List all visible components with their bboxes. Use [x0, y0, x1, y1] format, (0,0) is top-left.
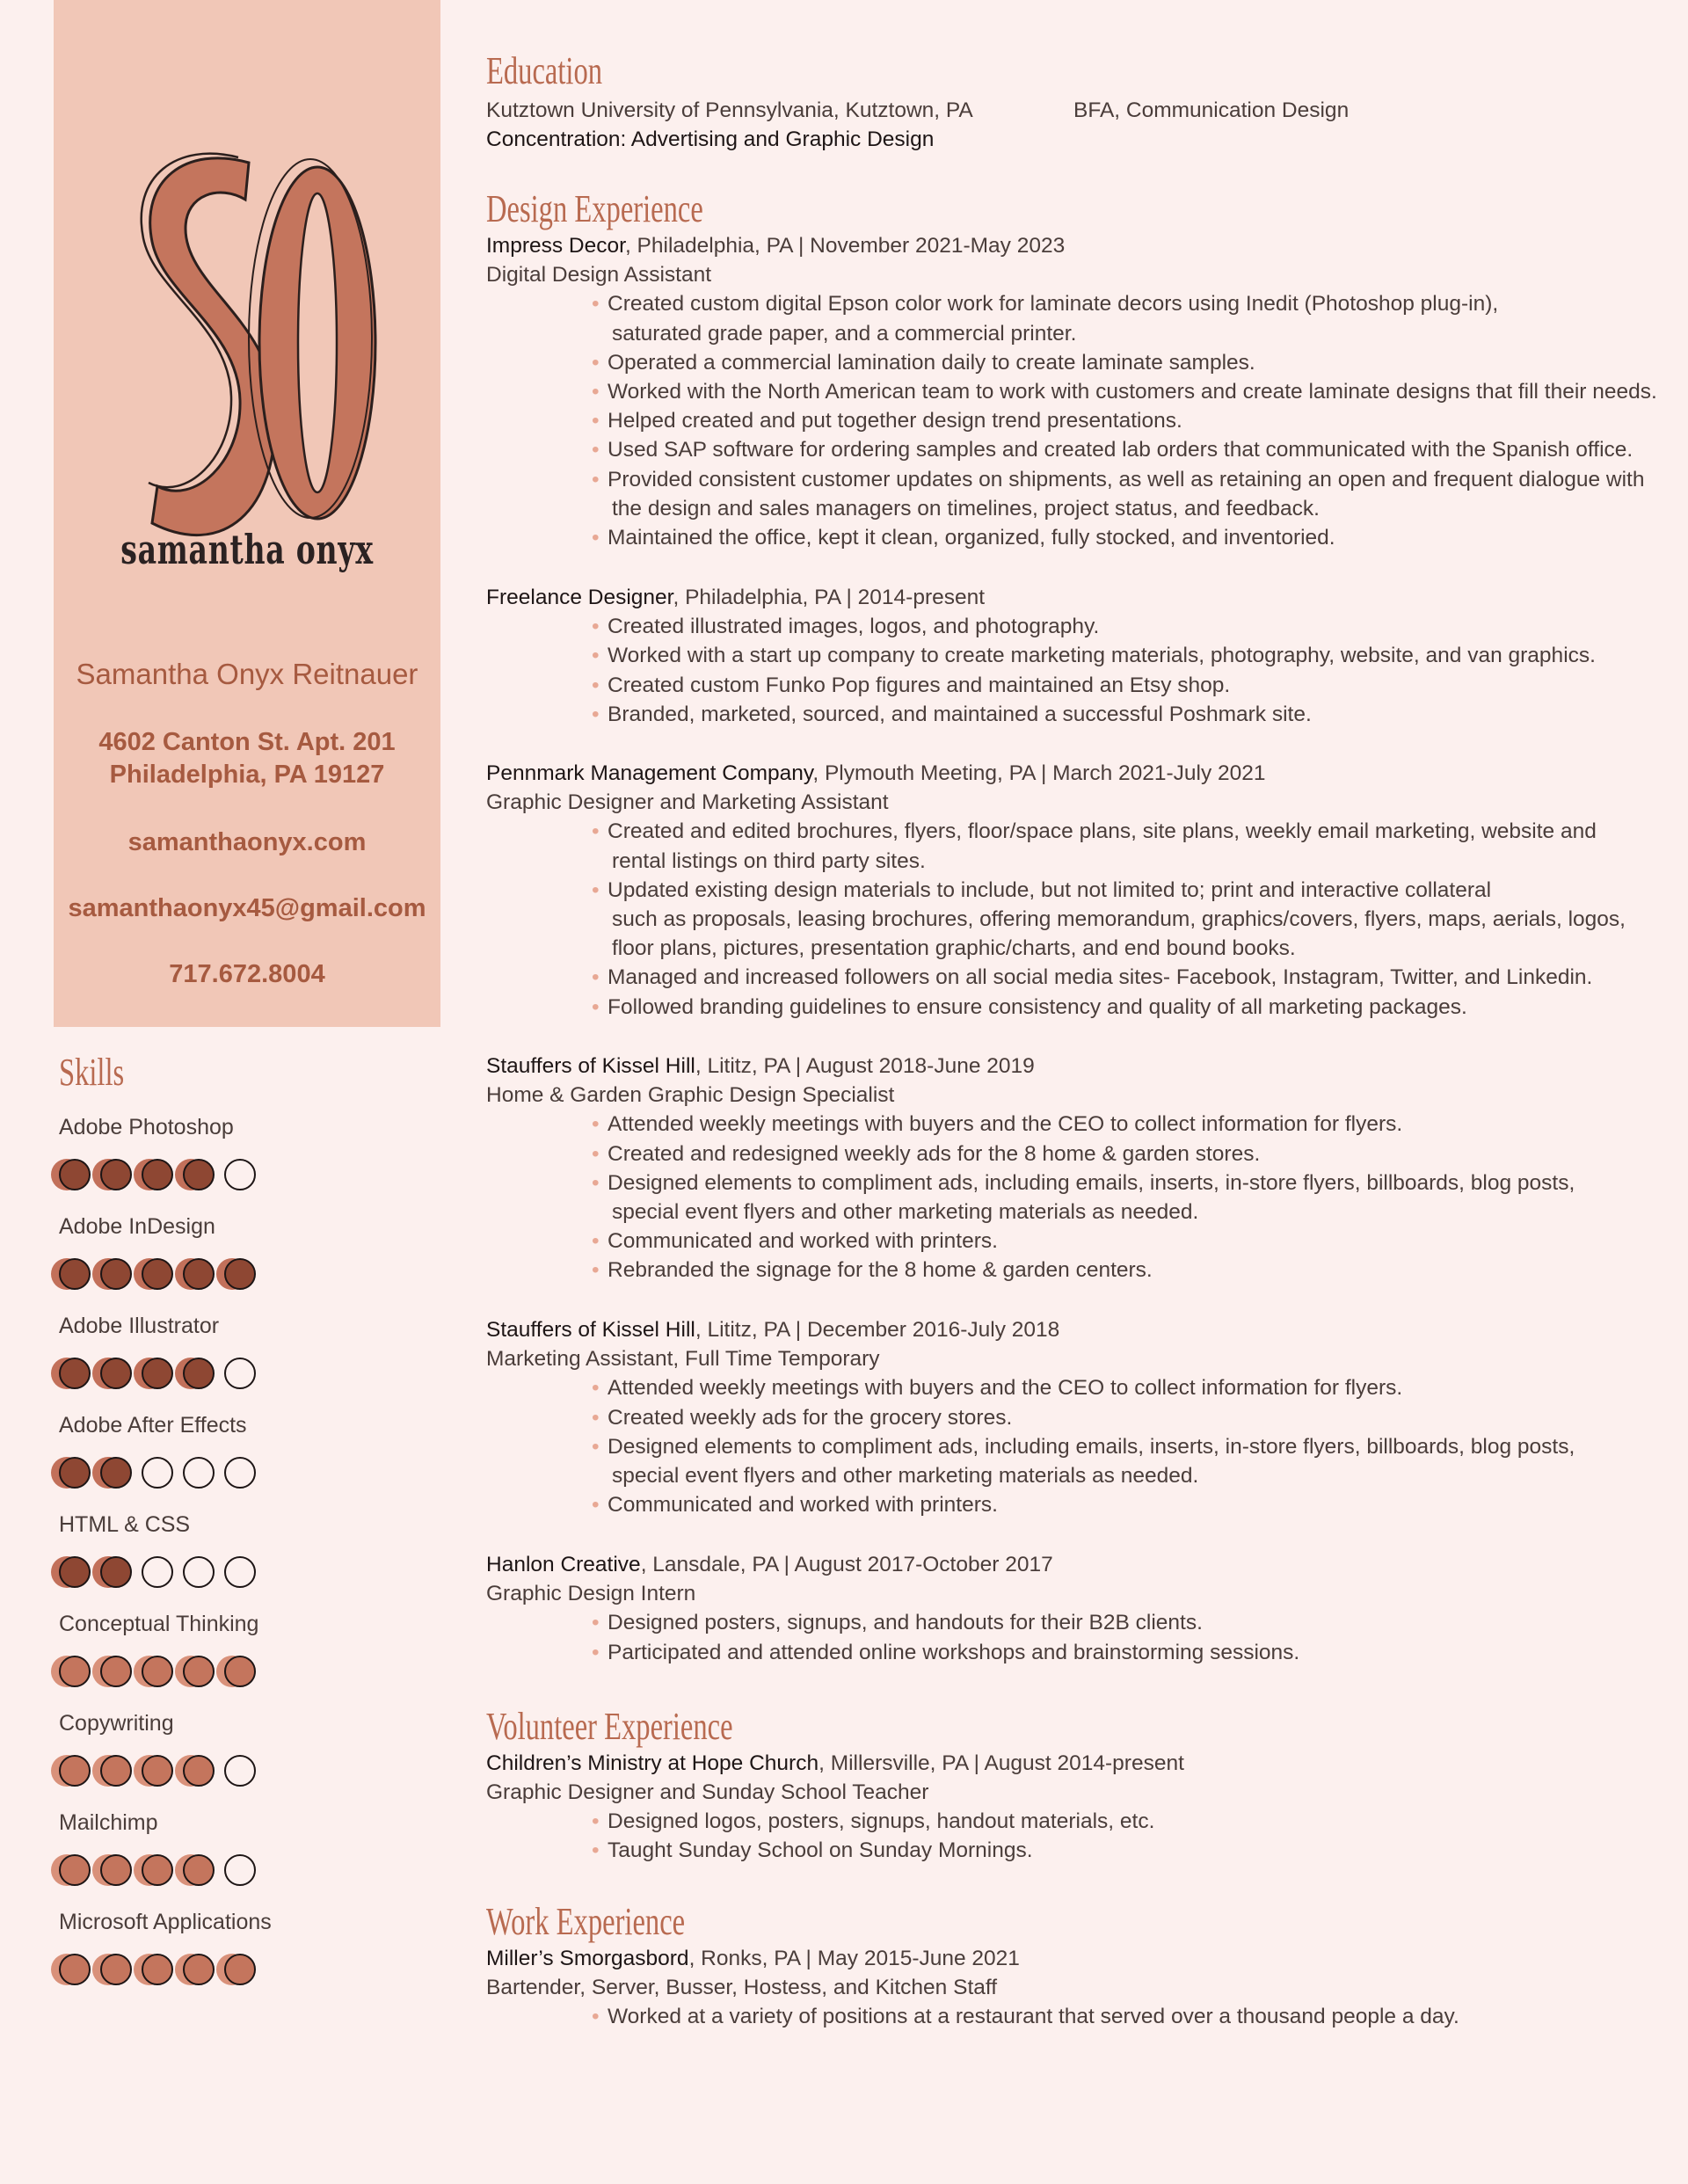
job-details: , Lititz, PA | December 2016-July 2018 [695, 1318, 1060, 1342]
monogram-s [142, 154, 275, 535]
job-details: , Philadelphia, PA | 2014-present [673, 586, 986, 609]
job-heading [486, 761, 1266, 786]
job-bullet-continuation: rental listings on third party sites. [612, 848, 926, 873]
education-concentration: Concentration: Advertising and Graphic Design [486, 127, 935, 151]
skill-name: Mailchimp [59, 1810, 158, 1835]
rating-dot-filled [183, 1854, 215, 1886]
email-link[interactable]: samanthaonyx45@gmail.com [68, 894, 426, 922]
volunteer-bullet: • Taught Sunday School on Sunday Mornings. [608, 1838, 1033, 1863]
rating-dot-filled [142, 1954, 173, 1985]
rating-dot-filled [59, 1556, 91, 1588]
job-bullet: • Communicated and worked with printers. [608, 1229, 998, 1254]
rating-dot-empty [224, 1457, 256, 1489]
skill-item [59, 1612, 258, 1687]
rating-dot-filled [100, 1358, 132, 1389]
skill-name: Adobe Photoshop [59, 1115, 234, 1139]
rating-dot-filled [224, 1258, 256, 1290]
job-role: Digital Design Assistant [486, 263, 712, 288]
address-line-1: 4602 Canton St. Apt. 201 [98, 728, 396, 756]
skill-rating [59, 1358, 256, 1389]
skill-name: Adobe InDesign [59, 1214, 215, 1239]
phone-number[interactable]: 717.672.8004 [169, 960, 325, 988]
job-heading [486, 1553, 1053, 1577]
rating-dot-filled [100, 1755, 132, 1787]
address-line-2: Philadelphia, PA 19127 [109, 761, 385, 789]
job-bullet: • Created and edited brochures, flyers, floor/space plans, site plans, weekly email marketing, website and [608, 819, 1597, 844]
skill-rating [59, 1159, 256, 1190]
job-bullet: • Updated existing design materials to include, but not limited to; print and interactive collateral [608, 878, 1491, 903]
job-role: Graphic Designer and Marketing Assistant [486, 790, 889, 815]
rating-dot-filled [183, 1358, 215, 1389]
rating-dot-filled [59, 1457, 91, 1489]
job-company: Stauffers of Kissel Hill [486, 1318, 695, 1342]
rating-dot-filled [100, 1954, 132, 1985]
job-bullet: • Designed elements to compliment ads, including emails, inserts, in-store flyers, billboards, blog posts, [608, 1171, 1575, 1196]
rating-dot-empty [183, 1457, 215, 1489]
job-details: , Plymouth Meeting, PA | March 2021-July 2021 [812, 761, 1266, 785]
rating-dot-filled [59, 1358, 91, 1389]
skill-item [59, 1115, 256, 1190]
job-bullet-continuation: saturated grade paper, and a commercial printer. [612, 321, 1077, 346]
job-bullet: • Created and redesigned weekly ads for the 8 home & garden stores. [608, 1142, 1260, 1167]
job-bullet: • Maintained the office, kept it clean, organized, fully stocked, and inventoried. [608, 526, 1335, 550]
skill-item [59, 1810, 256, 1886]
skill-item [59, 1711, 256, 1787]
rating-dot-filled [142, 1358, 173, 1389]
sidebar-panel [54, 0, 440, 1027]
job-company: Hanlon Creative [486, 1553, 641, 1576]
education-school: Kutztown University of Pennsylvania, Kutztown, PA [486, 98, 973, 122]
job-bullet: • Attended weekly meetings with buyers and the CEO to collect information for flyers. [608, 1112, 1402, 1137]
rating-dot-filled [59, 1159, 91, 1190]
rating-dot-filled [59, 1755, 91, 1787]
job-heading [486, 1054, 1035, 1079]
job-heading [486, 586, 985, 610]
job-details: , Philadelphia, PA | November 2021-May 2023 [624, 234, 1066, 258]
rating-dot-filled [183, 1656, 215, 1687]
skill-item [59, 1413, 256, 1489]
rating-dot-filled [59, 1258, 91, 1290]
skill-item [59, 1314, 256, 1389]
skill-rating [59, 1556, 256, 1588]
job-role: Graphic Design Intern [486, 1582, 696, 1606]
brand-name: samantha onyx [120, 526, 374, 573]
rating-dot-empty [224, 1755, 256, 1787]
skill-name: Adobe Illustrator [59, 1314, 220, 1338]
job-bullet: • Managed and increased followers on all social media sites- Facebook, Instagram, Twitter, and Linkedin. [608, 965, 1592, 990]
job-bullet: • Used SAP software for ordering samples and created lab orders that communicated with the Spanish office. [608, 438, 1633, 462]
skill-rating [59, 1457, 256, 1489]
job-bullet: • Designed elements to compliment ads, including emails, inserts, in-store flyers, billboards, blog posts, [608, 1435, 1575, 1460]
job-bullet: • Created weekly ads for the grocery stores. [608, 1406, 1012, 1431]
rating-dot-filled [183, 1954, 215, 1985]
skill-item [59, 1214, 256, 1290]
skill-rating [59, 1954, 272, 1985]
job-details: , Lansdale, PA | August 2017-October 2017 [640, 1553, 1053, 1576]
rating-dot-empty [224, 1854, 256, 1886]
volunteer-company: Children’s Ministry at Hope Church [486, 1751, 819, 1775]
rating-dot-empty [183, 1556, 215, 1588]
volunteer-title: Volunteer Experience [486, 1705, 733, 1748]
rating-dot-empty [142, 1457, 173, 1489]
job-bullet: • Branded, marketed, sourced, and maintained a successful Poshmark site. [608, 703, 1312, 727]
job-role: Home & Garden Graphic Design Specialist [486, 1083, 895, 1108]
job-heading [486, 1318, 1059, 1343]
rating-dot-filled [183, 1258, 215, 1290]
job-details: , Lititz, PA | August 2018-June 2019 [695, 1054, 1035, 1078]
rating-dot-filled [142, 1258, 173, 1290]
rating-dot-filled [59, 1656, 91, 1687]
job-bullet-continuation: such as proposals, leasing brochures, offering memorandum, graphics/covers, flyers, maps, aerials, logos, [612, 907, 1626, 931]
job-company: Pennmark Management Company [486, 761, 813, 785]
work-details: , Ronks, PA | May 2015-June 2021 [688, 1947, 1020, 1970]
rating-dot-filled [100, 1656, 132, 1687]
skill-name: Microsoft Applications [59, 1910, 272, 1934]
job-bullet: • Created illustrated images, logos, and photography. [608, 615, 1099, 639]
rating-dot-filled [100, 1854, 132, 1886]
skill-item [59, 1910, 272, 1985]
rating-dot-filled [142, 1854, 173, 1886]
skill-item [59, 1512, 256, 1588]
job-bullet: • Participated and attended online workshops and brainstorming sessions. [608, 1641, 1299, 1665]
rating-dot-filled [59, 1954, 91, 1985]
job-bullet: • Worked with the North American team to work with customers and create laminate designs that fill their needs. [608, 380, 1657, 404]
skills-title: Skills [59, 1051, 125, 1094]
education-title: Education [486, 49, 603, 92]
rating-dot-filled [100, 1159, 132, 1190]
job-bullet: • Helped created and put together design trend presentations. [608, 409, 1182, 433]
rating-dot-filled [142, 1755, 173, 1787]
job-bullet: • Created custom Funko Pop figures and maintained an Etsy shop. [608, 673, 1230, 698]
full-name: Samantha Onyx Reitnauer [76, 658, 418, 690]
job-company: Impress Decor [486, 234, 625, 258]
rating-dot-filled [100, 1556, 132, 1588]
rating-dot-filled [183, 1755, 215, 1787]
skills-section [59, 1050, 428, 1934]
volunteer-heading [486, 1751, 1184, 1776]
job-bullet: • Operated a commercial lamination daily to create laminate samples. [608, 351, 1255, 375]
job-company: Stauffers of Kissel Hill [486, 1054, 695, 1078]
work-company: Miller’s Smorgasbord [486, 1947, 689, 1970]
skill-name: HTML & CSS [59, 1512, 191, 1537]
rating-dot-empty [142, 1556, 173, 1588]
rating-dot-filled [224, 1954, 256, 1985]
job-bullet: • Communicated and worked with printers. [608, 1493, 998, 1518]
job-bullet-continuation: the design and sales managers on timelines, project status, and feedback. [612, 496, 1320, 521]
job-bullet: • Provided consistent customer updates on shipments, as well as retaining an open and frequent dialogue with [608, 468, 1644, 492]
rating-dot-filled [142, 1159, 173, 1190]
skill-name: Adobe After Effects [59, 1413, 247, 1438]
volunteer-bullet: • Designed logos, posters, signups, handout materials, etc. [608, 1809, 1154, 1834]
work-title: Work Experience [486, 1900, 686, 1943]
job-bullet-continuation: special event flyers and other marketing materials as needed. [612, 1464, 1199, 1488]
rating-dot-filled [142, 1656, 173, 1687]
job-bullet-continuation: special event flyers and other marketing materials as needed. [612, 1200, 1199, 1224]
job-bullet: • Rebranded the signage for the 8 home & garden centers. [608, 1258, 1153, 1283]
skill-name: Conceptual Thinking [59, 1612, 259, 1636]
job-heading [486, 234, 1065, 258]
rating-dot-filled [183, 1159, 215, 1190]
rating-dot-filled [224, 1656, 256, 1687]
so-monogram-logo [54, 145, 440, 585]
skill-rating [59, 1755, 256, 1787]
work-role: Bartender, Server, Busser, Hostess, and Kitchen Staff [486, 1976, 998, 1999]
rating-dot-filled [100, 1457, 132, 1489]
job-bullet-continuation: floor plans, pictures, presentation graphic/charts, and end bound books. [612, 936, 1296, 961]
rating-dot-filled [59, 1854, 91, 1886]
skill-name: Copywriting [59, 1711, 174, 1736]
volunteer-role: Graphic Designer and Sunday School Teacher [486, 1780, 929, 1804]
job-role: Marketing Assistant, Full Time Temporary [486, 1347, 880, 1372]
job-bullet: • Followed branding guidelines to ensure consistency and quality of all marketing packages. [608, 995, 1467, 1020]
job-bullet: • Attended weekly meetings with buyers and the CEO to collect information for flyers. [608, 1376, 1402, 1401]
rating-dot-empty [224, 1358, 256, 1389]
rating-dot-empty [224, 1159, 256, 1190]
website-link[interactable]: samanthaonyx.com [127, 828, 367, 856]
job-bullet: • Designed posters, signups, and handouts for their B2B clients. [608, 1611, 1203, 1635]
education-degree: BFA, Communication Design [1073, 98, 1350, 122]
job-company: Freelance Designer [486, 586, 673, 609]
work-heading [486, 1947, 1020, 1971]
work-bullet: • Worked at a variety of positions at a restaurant that served over a thousand people a day. [608, 2005, 1459, 2029]
job-bullet: • Created custom digital Epson color work for laminate decors using Inedit (Photoshop plug-in), [608, 292, 1498, 317]
skill-rating [59, 1656, 258, 1687]
rating-dot-filled [100, 1258, 132, 1290]
job-bullet: • Worked with a start up company to create marketing materials, photography, website, and van graphics. [608, 644, 1596, 668]
design-experience-title: Design Experience [486, 187, 703, 230]
volunteer-details: , Millersville, PA | August 2014-present [819, 1751, 1184, 1775]
skill-rating [59, 1854, 256, 1886]
skill-rating [59, 1258, 256, 1290]
rating-dot-empty [224, 1556, 256, 1588]
